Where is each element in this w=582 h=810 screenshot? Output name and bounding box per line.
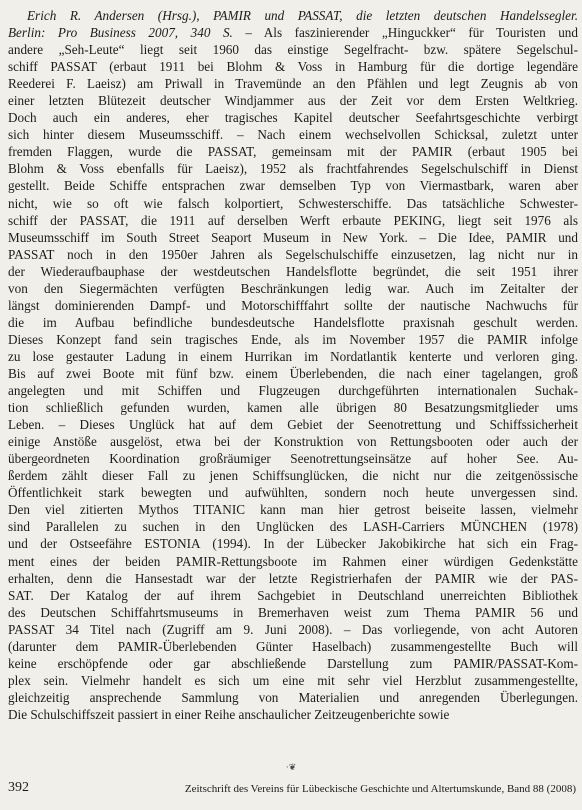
body-text: keine erschöpfende oder gar abschließende Darstellung zum PAMIR/PASSAT-Kom-	[8, 655, 578, 671]
text-line	[8, 518, 578, 535]
body-text: zu lose gestauter Ladung in einem Hurrikan im Nordatlantik kenterte und verloren ging.	[8, 348, 578, 364]
body-text: tion schließlich gefunden wurden, kamen alle übrigen 80 Besatzungsmitglieder ums	[8, 400, 578, 416]
body-text: erhalten, denn die Hansestadt war der letzte Registrierhafen der PAMIR wie der PAS-	[8, 570, 578, 586]
text-line	[8, 75, 578, 92]
page-number: 392	[8, 780, 29, 795]
text-line	[8, 382, 578, 399]
text-line	[8, 24, 578, 41]
body-text: sich hinter diesem Museumsschiff. – Nach einem wechselvollen Schicksal, zuletzt unter	[8, 127, 578, 143]
text-line	[8, 348, 578, 365]
body-text: ßerdem zählt dieser Fall zu jenen Schiffsunglücken, die nicht nur die zeitgenössische	[8, 468, 578, 484]
body-text: Museumsschiff im South Street Seaport Museum in New York. – Die Idee, PAMIR und	[8, 229, 578, 245]
text-line	[8, 331, 578, 348]
body-text: des Deutschen Schiffahrtsmuseums in Bremerhaven weist zum Thema PAMIR 56 und	[8, 604, 578, 620]
text-line	[8, 587, 578, 604]
page-footer	[8, 780, 576, 800]
text-line	[8, 160, 578, 177]
body-text: einer letzten Blütezeit deutscher Windjammer aus der Zeit vor dem Ersten Weltkrieg.	[8, 93, 578, 109]
body-text: gestellt. Beide Schiffe entsprachen zwar demselben Typ von Viermastbark, waren aber	[8, 178, 578, 194]
text-line	[8, 195, 578, 212]
text-line	[8, 58, 578, 75]
citation-italic: Berlin: Pro Business 2007, 340 S.	[8, 25, 233, 41]
body-text: von den Siegermächten verfügten Beschränkungen ledig war. Auch im Zeitalter der	[8, 280, 578, 296]
body-text: schiff PASSAT (erbaut 1911 bei Blohm & Voss in Hamburg für die dortige legendäre	[8, 59, 578, 75]
text-line	[8, 41, 578, 58]
text-line	[8, 501, 578, 518]
body-text: Blohm & Voss ebenfalls für Laeisz), 1952 als frachtfahrendes Segelschulschiff in Dienst	[8, 161, 578, 177]
text-line	[8, 263, 578, 280]
text-line	[8, 689, 578, 706]
text-line	[8, 177, 578, 194]
text-line	[8, 535, 578, 552]
body-text: die im Aufbau befindliche bundesdeutsche Handelsflotte praxisnah geschult werden.	[8, 314, 578, 330]
body-text: der Wiederaufbauphase der westdeutschen Handelsflotte begründet, die seit 1951 ihrer	[8, 263, 578, 279]
text-line	[8, 484, 578, 501]
text-line	[8, 109, 578, 126]
body-text: Öffentlichkeit stark bewegten und aufwühlten, sondern noch heute unvergessen sind.	[8, 485, 578, 501]
text-line	[8, 297, 578, 314]
text-line	[8, 314, 578, 331]
body-text: plex sein. Vielmehr handelt es sich um eine mit sehr viel Herzblut zusammengestellte,	[8, 672, 578, 688]
journal-title: Zeitschrift des Vereins für Lübeckische Geschichte und Altertumskunde, Band 88 (2008)	[184, 783, 576, 795]
text-line	[8, 126, 578, 143]
body-text: nicht, wie so oft wie falsch kolportiert, Schwesterschiffe. Das tatsächliche Schwester-	[8, 195, 578, 211]
text-line	[8, 7, 578, 24]
review-text	[8, 7, 578, 723]
text-line	[8, 638, 578, 655]
text-line	[8, 365, 578, 382]
text-line	[8, 570, 578, 587]
text-line	[8, 246, 578, 263]
body-text: übergeordneten Koordination großräumiger Seenotrettungseinsätze auf hoher See. Au-	[8, 451, 578, 467]
ornament: ·❦	[285, 762, 297, 772]
citation-italic: Erich R. Andersen (Hrsg.), PAMIR und PASSAT, die letzten deutschen Handelssegler.	[27, 8, 578, 23]
text-line	[8, 399, 578, 416]
body-text: andere „Seh-Leute“ liegt seit 1960 das einstige Segelfracht- bzw. spätere Segelschul-	[8, 42, 578, 58]
text-line	[8, 229, 578, 246]
body-text: Die Schulschiffszeit passiert in einer Reihe anschaulicher Zeitzeugenberichte sowie	[8, 706, 450, 722]
body-text: PASSAT noch in den 1950er Jahren als Segelschulschiffe einzusetzen, lag nicht nur in	[8, 246, 578, 262]
body-text: PASSAT 34 Titel nach (Zugriff am 9. Juni 2008). – Das vorliegende, von acht Autoren	[8, 621, 578, 637]
body-text: SAT. Der Katalog der auf ihrem Sachgebiet in Deutschland unerreichten Bibliothek	[8, 587, 578, 603]
body-text: – Als faszinierender „Hinguckker“ für Touristen und	[232, 25, 578, 41]
body-text: längst dominierenden Dampf- und Motorschifffahrt sollte der nautische Nachwuchs für	[8, 297, 578, 313]
text-line	[8, 655, 578, 672]
body-text: ment eines der beiden PAMIR-Rettungsboote im Rahmen einer würdigen Gedenkstätte	[8, 553, 578, 569]
body-text: Dieses Konzept fand sein tragisches Ende, als im November 1957 die PAMIR infolge	[8, 331, 578, 347]
text-line	[8, 212, 578, 229]
text-line	[8, 604, 578, 621]
body-text: Reederei F. Laeisz) am Priwall in Travemünde an den Pfählen und legt Zeugnis ab von	[8, 76, 578, 92]
text-line	[8, 621, 578, 638]
text-line	[8, 280, 578, 297]
body-text: angelegten und mit Schiffen und Flugzeugen durchgeführten internationalen Suchak-	[8, 383, 578, 399]
body-text: schiff der PASSAT, die 1911 auf derselben Werft erbaute PEKING, liegt seit 1976 als	[8, 212, 578, 228]
body-text: fremden Flaggen, wurde die PASSAT, gemeinsam mit der PAMIR (erbaut 1905 bei	[8, 144, 578, 160]
text-line	[8, 553, 578, 570]
text-line	[8, 92, 578, 109]
text-line	[8, 416, 578, 433]
text-line	[8, 706, 578, 723]
text-line	[8, 672, 578, 689]
body-text: Leben. – Dieses Unglück hat auf dem Gebiet der Seenotrettung und Schiffssicherheit	[8, 417, 578, 433]
text-line	[8, 450, 578, 467]
body-text: sind Parallelen zu suchen in den Unglücken des LASH-Carriers MÜNCHEN (1978)	[8, 519, 578, 535]
text-line	[8, 143, 578, 160]
body-text: (darunter dem PAMIR-Überlebenden Günter Haselbach) zusammengestellte Buch will	[8, 638, 578, 654]
body-text: Den viel zitierten Mythos TITANIC kann man hier getrost beiseite lassen, vielmehr	[8, 502, 578, 518]
body-text: Bis auf zwei Boote mit fünf bzw. einem Überlebenden, die nach einer tagelangen, groß	[8, 365, 578, 381]
body-text: gleichzeitig ansprechende Sammlung von Materialien und anregenden Überlegungen.	[8, 689, 578, 705]
body-text: Doch auch ein anderes, eher tragisches Kapitel deutscher Seefahrtsgeschichte verbirgt	[8, 110, 578, 126]
body-text: einige Anstöße ausgelöst, etwa bei der Konstruktion von Rettungsbooten oder auch der	[8, 434, 578, 450]
text-line	[8, 433, 578, 450]
body-text: und der Ostseefähre ESTONIA (1994). In der Lübecker Jakobikirche hat sich ein Frag-	[8, 536, 578, 552]
text-line	[8, 467, 578, 484]
